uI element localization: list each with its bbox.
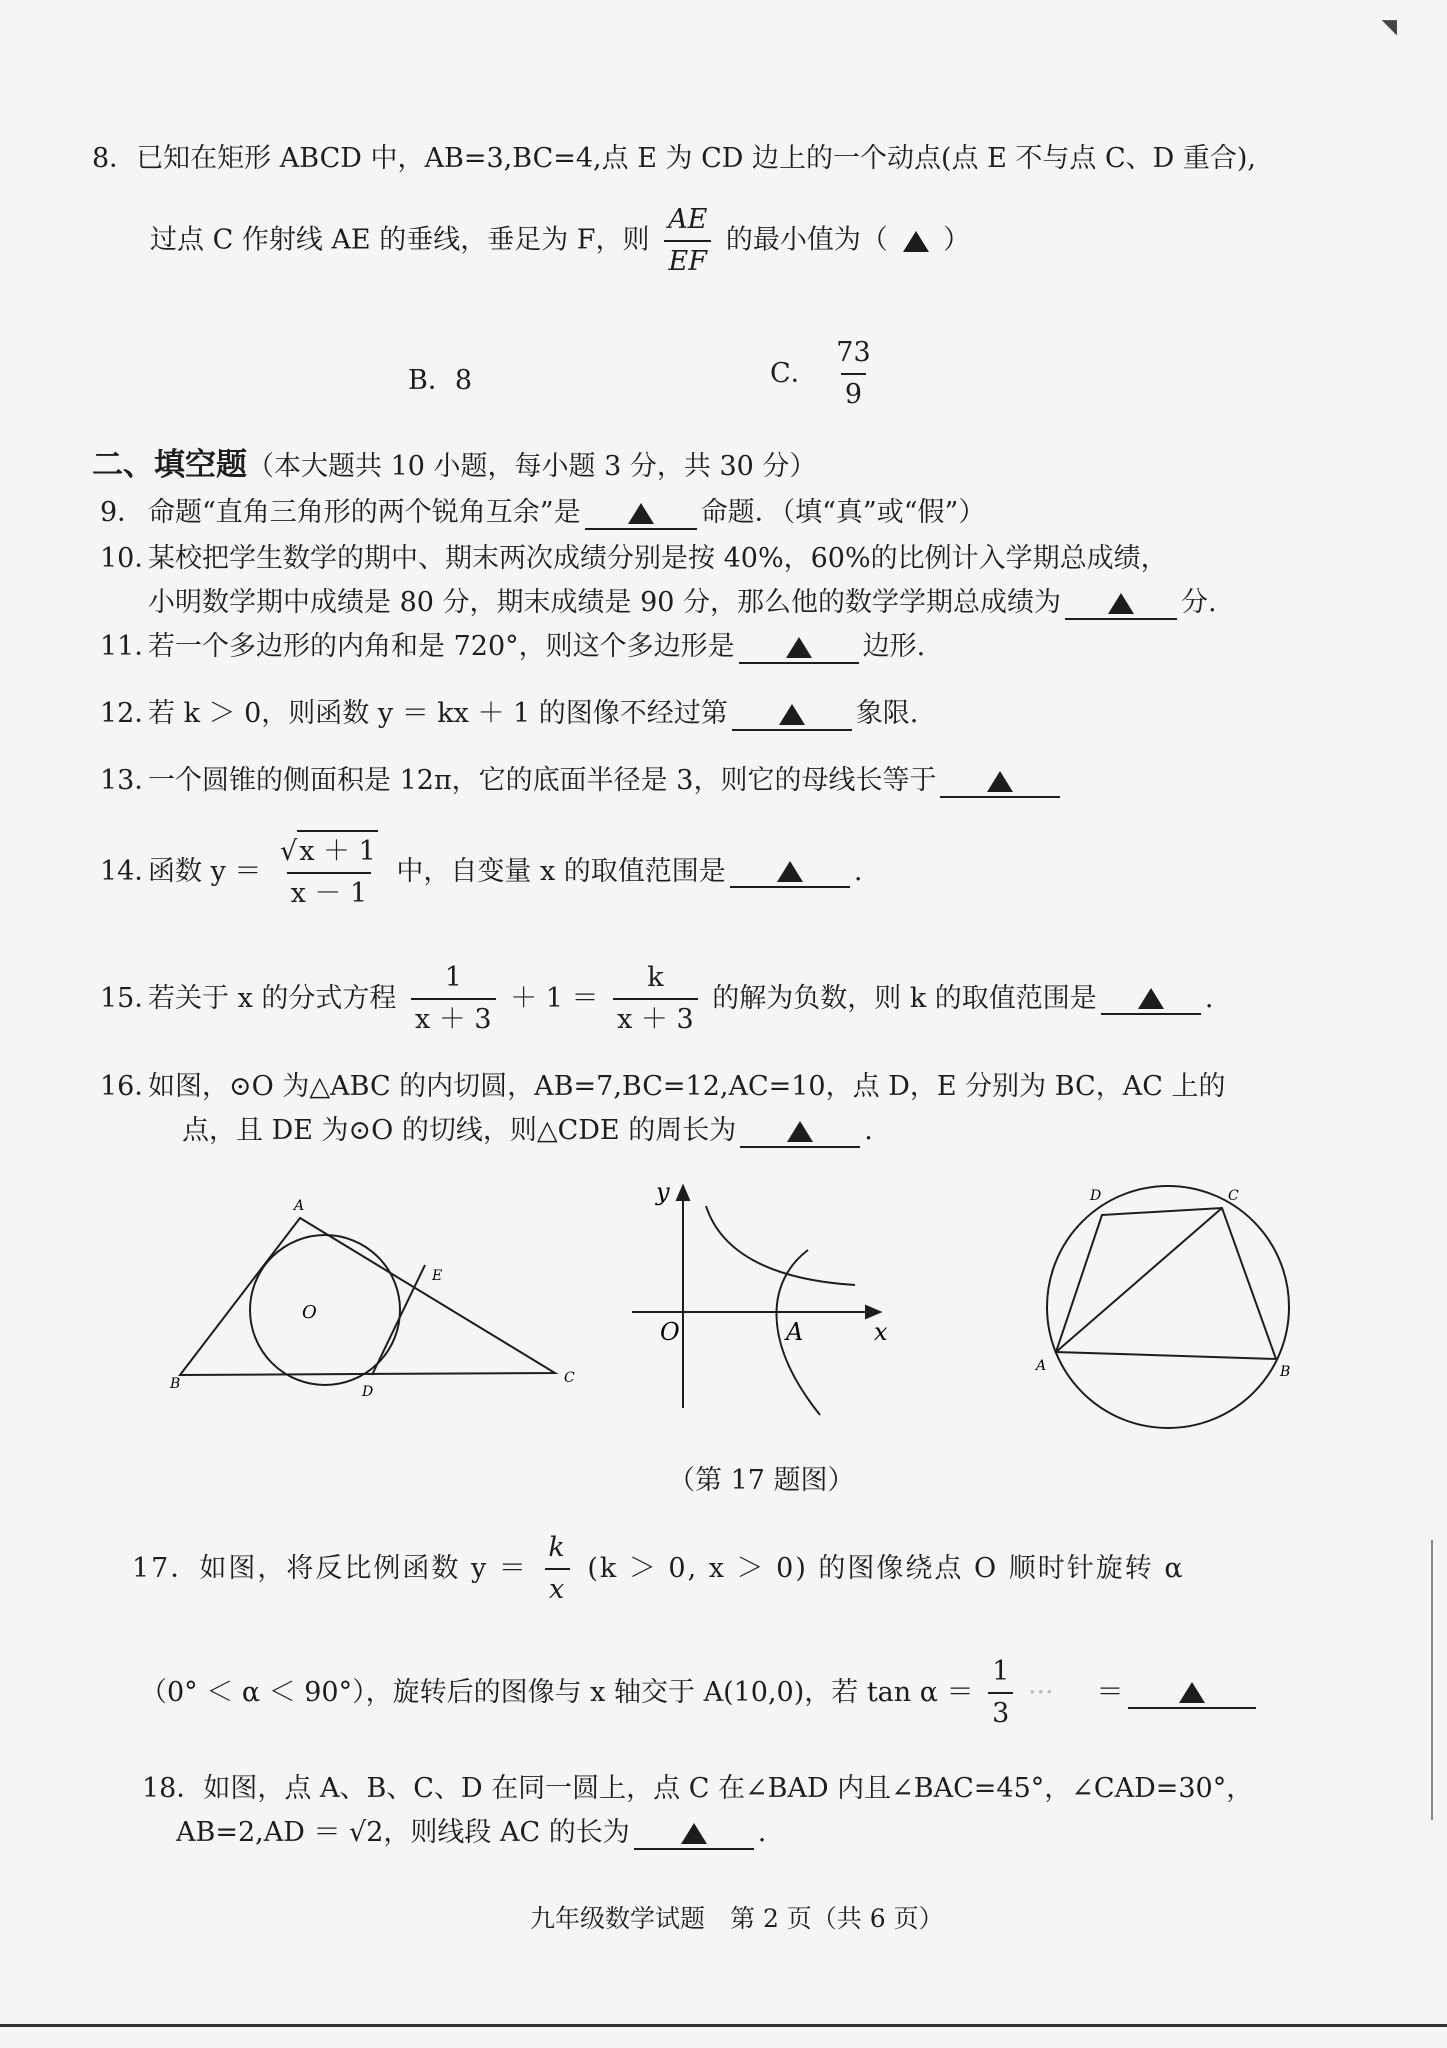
answer-triangle-icon — [681, 1823, 707, 1844]
quadrilateral-abcd — [1056, 1208, 1276, 1359]
q17-text-line2-pre: （0° ＜ α ＜ 90°），旋转后的图像与 x 轴交于 A(10,0)，若 tan α ＝ — [140, 1677, 974, 1708]
q13-number: 13． — [100, 765, 162, 796]
fig1-label-d: D — [362, 1384, 374, 1400]
fig3-label-a: A — [1036, 1358, 1047, 1374]
q13-text-pre: 一个圆锥的侧面积是 12π，它的底面半径是 3，则它的母线长等于 — [148, 765, 937, 796]
page-footer: 九年级数学试题 第 2 页（共 6 页） — [530, 1904, 944, 1933]
q16-line1 — [100, 1068, 1225, 1106]
q8-option-c-label: C． — [770, 358, 818, 389]
answer-triangle-icon — [628, 503, 654, 524]
hyperbola-curve — [706, 1206, 855, 1285]
q17-tan-den: 3 — [988, 1692, 1013, 1734]
q16-text-line2-post: . — [864, 1115, 873, 1146]
fig2-label-a: A — [786, 1318, 804, 1346]
q15-f2-num: k — [647, 962, 664, 993]
fig1-label-c: C — [564, 1370, 575, 1386]
q12-text-post: 象限. — [855, 698, 919, 729]
y-axis-arrow-icon — [677, 1186, 689, 1200]
q12 — [100, 695, 918, 733]
fig1-label-o: O — [302, 1302, 317, 1323]
answer-triangle-icon — [777, 861, 803, 882]
section2-heading — [92, 446, 816, 486]
q16-answer-blank — [740, 1116, 860, 1148]
q11-answer-blank — [739, 632, 859, 664]
q8-line2 — [150, 200, 970, 282]
q14-number: 14． — [100, 856, 162, 887]
q10-number: 10． — [100, 543, 162, 574]
q18-text-line1: 如图，点 A、B、C、D 在同一圆上，点 C 在∠BAD 内且∠BAC=45°，∠CAD=30°， — [203, 1773, 1254, 1804]
answer-triangle-icon — [1179, 1682, 1205, 1703]
q17-smudge: ··· — [1027, 1677, 1054, 1708]
fig2-label-o: O — [660, 1318, 680, 1346]
fig1-label-e: E — [432, 1268, 443, 1284]
fig1-label-b: B — [170, 1376, 181, 1392]
q9-answer-blank — [585, 498, 697, 530]
q8-frac-num: AE — [668, 204, 708, 235]
q15-fraction1 — [411, 958, 496, 1040]
q9 — [100, 494, 985, 532]
tangent-de — [372, 1265, 425, 1375]
answer-triangle-icon — [1138, 988, 1164, 1009]
q11 — [100, 628, 925, 666]
q10-text-line2-pre: 小明数学期中成绩是 80 分，期末成绩是 90 分，那么他的数学学期总成绩为 — [148, 587, 1062, 618]
q10-answer-blank — [1065, 588, 1177, 620]
fig2-label-x: x — [874, 1318, 888, 1346]
q14 — [100, 830, 862, 914]
q11-text-post: 边形. — [862, 631, 926, 662]
q17-number: 17． — [132, 1553, 200, 1584]
right-edge-line — [1431, 1540, 1433, 1820]
figure-cyclic-quadrilateral — [1047, 1186, 1289, 1428]
answer-triangle-icon — [903, 231, 929, 252]
figures — [0, 1170, 1447, 1450]
q8-frac-den: EF — [664, 240, 710, 282]
q12-answer-blank — [732, 699, 852, 731]
answer-triangle-icon — [779, 704, 805, 725]
q17-frac-den: x — [545, 1568, 570, 1610]
q18-text-line2-pre: AB=2,AD ＝ √2，则线段 AC 的长为 — [176, 1817, 630, 1848]
q8-fraction — [664, 200, 711, 282]
section2-title: 二、填空题 — [92, 447, 247, 483]
fig2-label-y: y — [656, 1178, 670, 1206]
q14-frac-num: √x ＋ 1 — [276, 830, 382, 872]
q11-text-pre: 若一个多边形的内角和是 720°，则这个多边形是 — [148, 631, 735, 662]
section2-note: （本大题共 10 小题，每小题 3 分，共 30 分） — [247, 451, 817, 482]
q17-text-pre: 如图，将反比例函数 y ＝ — [199, 1553, 528, 1584]
q8-optc-den: 9 — [841, 373, 866, 415]
q17-line1 — [132, 1528, 1185, 1610]
q10-text-line2-post: 分. — [1181, 587, 1217, 618]
q14-frac-num-expr: x ＋ 1 — [297, 830, 378, 872]
q18-answer-blank — [634, 1818, 754, 1850]
q14-text-post: . — [853, 856, 863, 887]
q12-number: 12． — [100, 698, 162, 729]
q14-fraction — [276, 830, 382, 914]
q8-line1 — [92, 140, 1256, 178]
q15-text-pre: 若关于 x 的分式方程 — [148, 983, 397, 1014]
bottom-edge-line — [0, 2024, 1447, 2027]
q8-text-line1: 已知在矩形 ABCD 中，AB=3,BC=4,点 E 为 CD 边上的一个动点(点 E 不与点 C、D 重合), — [136, 143, 1256, 174]
q16-line2 — [182, 1112, 873, 1150]
q17-tan-num: 1 — [992, 1656, 1010, 1687]
q9-number: 9． — [100, 497, 145, 528]
q18-text-line2-post: . — [757, 1817, 767, 1848]
q10-line1 — [100, 540, 1168, 578]
q16-text-line2-pre: 点，且 DE 为⊙O 的切线，则△CDE 的周长为 — [182, 1115, 737, 1146]
q8-optc-num: 73 — [836, 337, 871, 368]
fig3-label-d: D — [1090, 1188, 1102, 1204]
answer-triangle-icon — [787, 1121, 813, 1142]
q17-line2 — [140, 1652, 1260, 1734]
figure-caption: （第 17 题图） — [668, 1465, 855, 1496]
q13 — [100, 762, 1064, 800]
q17-frac-num: k — [548, 1532, 567, 1563]
circumcircle — [1047, 1186, 1289, 1428]
q15-text-post: 的解为负数，则 k 的取值范围是 — [712, 983, 1097, 1014]
q8-option-b: B．8 — [408, 365, 473, 396]
figure-hyperbola — [632, 1186, 880, 1415]
q10-line2 — [148, 584, 1217, 622]
q12-text-pre: 若 k ＞ 0，则函数 y ＝ kx ＋ 1 的图像不经过第 — [148, 698, 728, 729]
q11-number: 11． — [100, 631, 162, 662]
q16-text-line1: 如图，⊙O 为△ABC 的内切圆，AB=7,BC=12,AC=10，点 D，E 分别为 BC，AC 上的 — [148, 1071, 1226, 1102]
q9-text-pre: 命题“直角三角形的两个锐角互余”是 — [148, 497, 581, 528]
q14-text-pre: 函数 y ＝ — [148, 856, 262, 887]
q17-answer-blank — [1128, 1677, 1256, 1709]
q14-answer-blank — [730, 856, 850, 888]
corner-mark: ◥ — [1381, 14, 1397, 38]
q15-fraction2 — [613, 958, 698, 1040]
q18-line2 — [176, 1814, 766, 1852]
q15-f1-den: x ＋ 3 — [411, 998, 496, 1040]
figure-incircle-triangle — [180, 1218, 555, 1385]
fig3-label-b: B — [1280, 1364, 1291, 1380]
q15-number: 15． — [100, 983, 162, 1014]
q9-text-post: 命题．（填“真”或“假”） — [700, 497, 986, 528]
q15-answer-blank — [1101, 983, 1201, 1015]
q16-number: 16． — [100, 1071, 162, 1102]
q17-fraction — [544, 1528, 570, 1610]
q14-text-mid: 中，自变量 x 的取值范围是 — [396, 856, 726, 887]
q8-text-line2-pre: 过点 C 作射线 AE 的垂线，垂足为 F，则 — [150, 224, 650, 256]
q17-tan-fraction — [988, 1652, 1013, 1734]
q15-f2-den: x ＋ 3 — [613, 998, 698, 1040]
fig1-label-a: A — [294, 1198, 305, 1214]
q15-text-mid: ＋ 1 ＝ — [510, 983, 599, 1014]
q8-number: 8． — [92, 143, 137, 174]
q18-line1 — [142, 1770, 1253, 1808]
answer-triangle-icon — [1108, 593, 1134, 614]
answer-triangle-icon — [786, 637, 812, 658]
triangle-abc — [180, 1218, 555, 1375]
q10-text-line1: 某校把学生数学的期中、期末两次成绩分别是按 40%，60%的比例计入学期总成绩， — [148, 543, 1168, 574]
q8-text-line2-post: 的最小值为（ — [725, 224, 888, 256]
q17-text-post: (k ＞ 0, x ＞ 0) 的图像绕点 O 顺时针旋转 α — [587, 1553, 1185, 1584]
q8-option-c-fraction — [832, 333, 874, 415]
q15-text-end: . — [1204, 983, 1214, 1014]
q8-text-line2-end: ） — [943, 224, 971, 256]
q13-answer-blank — [940, 766, 1060, 798]
q15-f1-num: 1 — [444, 962, 462, 993]
fig3-label-c: C — [1228, 1188, 1239, 1204]
q18-number: 18． — [142, 1773, 204, 1804]
x-axis-arrow-icon — [866, 1306, 880, 1318]
answer-triangle-icon — [987, 771, 1013, 792]
q15 — [100, 958, 1213, 1040]
q8-option-c — [770, 333, 881, 415]
q14-frac-den: x － 1 — [287, 872, 372, 914]
q17-text-line2-post: ＝ — [1096, 1677, 1124, 1708]
